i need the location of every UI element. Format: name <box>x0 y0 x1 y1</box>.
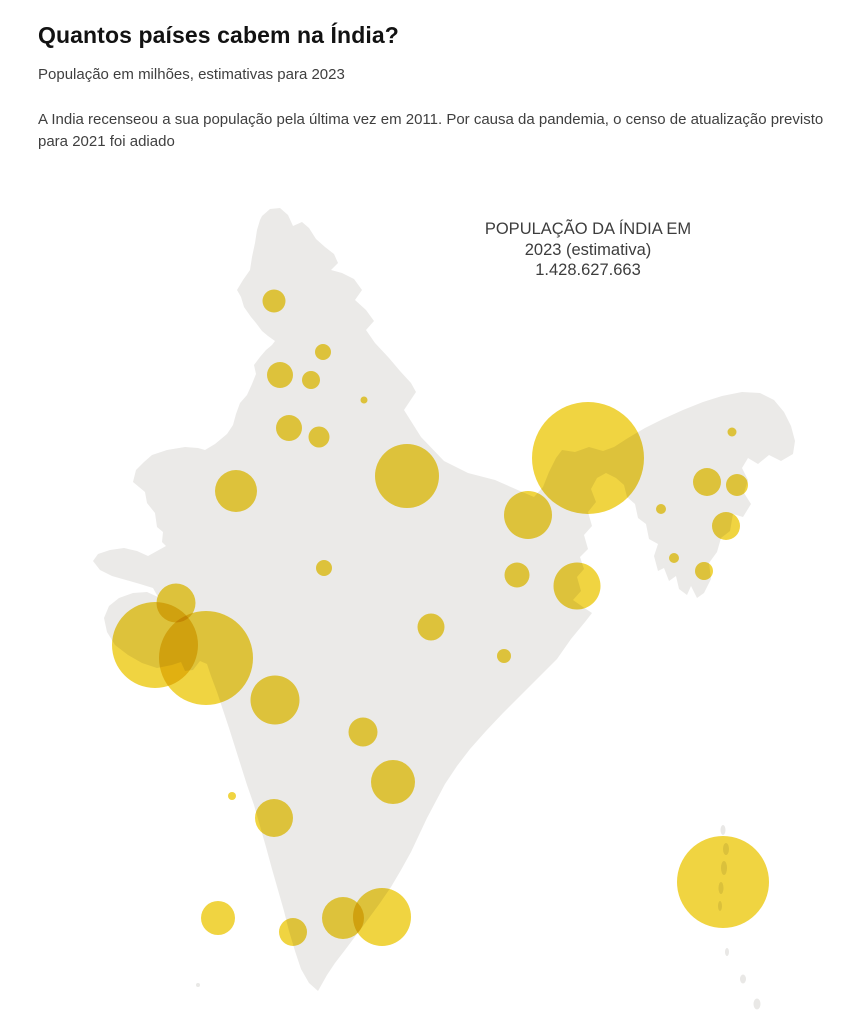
population-bubble[interactable] <box>309 427 330 448</box>
page-title: Quantos países cabem na Índia? <box>38 22 399 48</box>
annotation-line-1: POPULAÇÃO DA ÍNDIA EM <box>484 220 692 238</box>
population-bubble[interactable] <box>418 614 445 641</box>
population-bubble[interactable] <box>302 371 320 389</box>
population-bubble[interactable] <box>215 470 257 512</box>
population-bubble[interactable] <box>251 676 300 725</box>
population-bubble[interactable] <box>726 474 748 496</box>
population-bubble[interactable] <box>263 290 286 313</box>
population-annotation <box>456 219 720 281</box>
annotation-line-2: 2023 (estimativa) <box>524 240 652 259</box>
population-bubble[interactable] <box>255 799 293 837</box>
chart-subtitle: População em milhões, estimativas para 2023 <box>38 66 345 83</box>
population-bubble[interactable] <box>375 444 439 508</box>
population-bubble[interactable] <box>728 428 737 437</box>
population-bubble[interactable] <box>693 468 721 496</box>
population-bubble[interactable] <box>316 560 332 576</box>
population-bubble[interactable] <box>712 512 740 540</box>
population-bubble[interactable] <box>695 562 713 580</box>
population-bubble[interactable] <box>353 888 411 946</box>
bubble-layer <box>112 290 769 947</box>
population-bubble[interactable] <box>267 362 293 388</box>
population-bubble[interactable] <box>669 553 679 563</box>
population-bubble[interactable] <box>159 611 253 705</box>
population-bubble[interactable] <box>279 918 307 946</box>
annotation-line-3: 1.428.627.663 <box>535 261 641 279</box>
population-bubble[interactable] <box>656 504 666 514</box>
population-bubble[interactable] <box>361 397 368 404</box>
chart-header <box>38 22 838 153</box>
population-bubble[interactable] <box>315 344 331 360</box>
population-bubble[interactable] <box>677 836 769 928</box>
population-bubble[interactable] <box>201 901 235 935</box>
population-bubble[interactable] <box>276 415 302 441</box>
population-bubble[interactable] <box>505 563 530 588</box>
population-bubble[interactable] <box>228 792 236 800</box>
chart-description: A India recenseou a sua população pela última vez em 2011. Por causa da pandemia, o censo de atualização previsto para 2021 foi adiado <box>38 111 824 150</box>
population-bubble[interactable] <box>349 718 378 747</box>
population-bubble[interactable] <box>371 760 415 804</box>
population-bubble[interactable] <box>554 563 601 610</box>
population-bubble[interactable] <box>497 649 511 663</box>
population-bubble[interactable] <box>504 491 552 539</box>
population-bubble[interactable] <box>532 402 644 514</box>
